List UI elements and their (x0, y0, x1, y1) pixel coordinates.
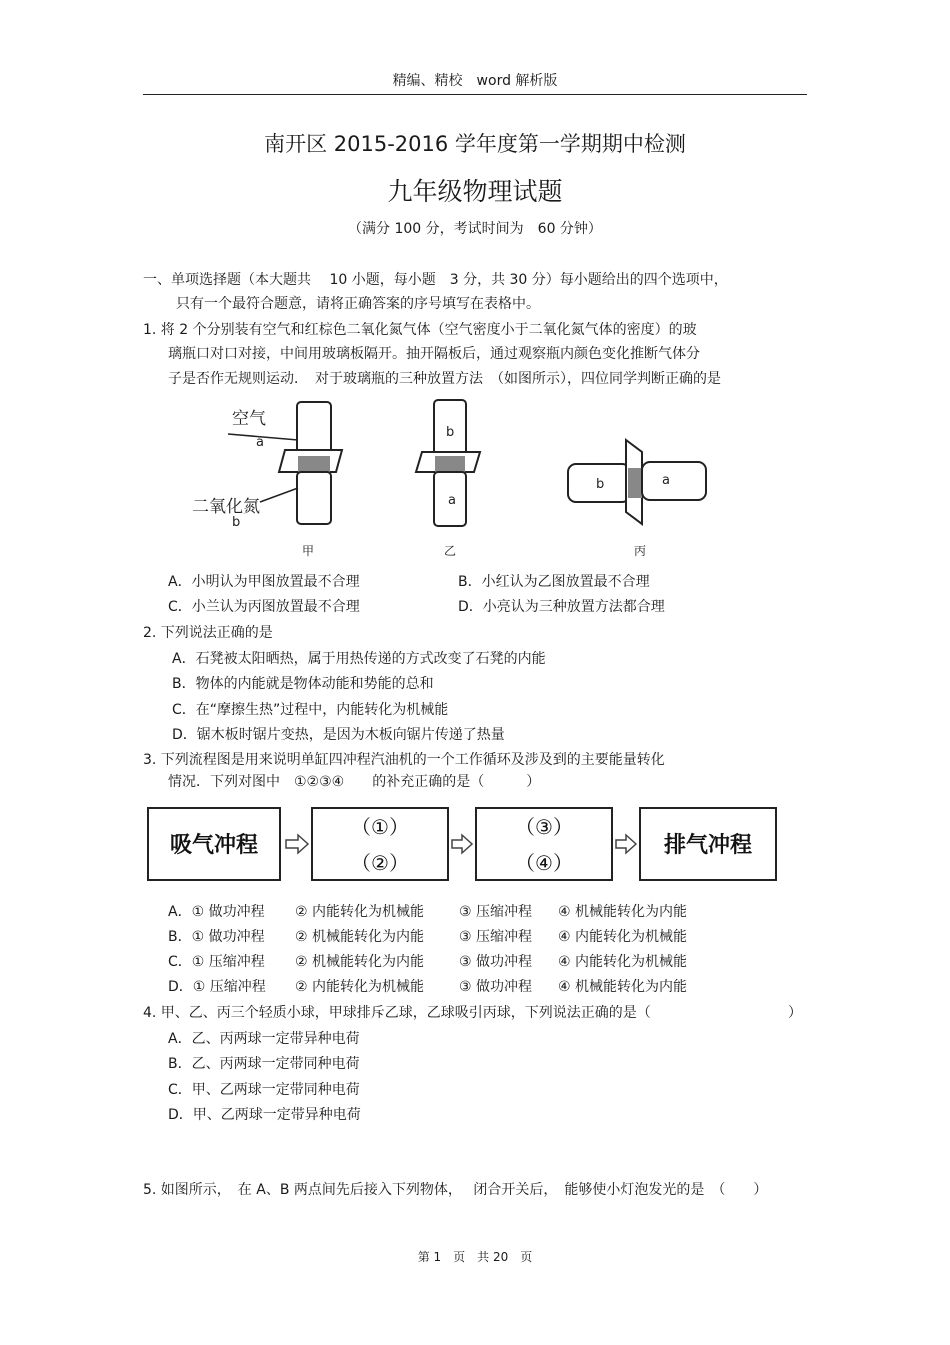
page-header: 精编、精校 word 解析版 (392, 73, 558, 89)
box3-top: （③） (515, 815, 573, 839)
arrow-3 (616, 835, 636, 853)
q2-stem: 2. 下列说法正确的是 (143, 625, 273, 641)
q3-d-1: D．① 压缩冲程 (168, 979, 266, 995)
q3-flowchart (140, 800, 780, 890)
q3-a-4: ④ 机械能转化为内能 (558, 904, 688, 920)
box2-bottom: （②） (351, 851, 409, 875)
caption-jia: 甲 (302, 544, 315, 558)
label-b: b (232, 515, 241, 530)
box-intake: 吸气冲程 (169, 833, 259, 858)
caption-bing: 丙 (634, 544, 647, 558)
q3-c-3: ③ 做功冲程 (459, 954, 533, 970)
exam-subtitle: 九年级物理试题 (387, 177, 563, 206)
q1-option-c: C．小兰认为丙图放置最不合理 (168, 599, 360, 615)
q3-b-3: ③ 压缩冲程 (459, 929, 533, 945)
q1-option-b: B．小红认为乙图放置最不合理 (458, 574, 650, 590)
q4-option-c: C．甲、乙两球一定带同种电荷 (168, 1082, 360, 1098)
q1-figure (190, 392, 730, 562)
page-footer: 第 1 页 共 20 页 (417, 1250, 533, 1264)
q3-stem-line1: 3. 下列流程图是用来说明单缸四冲程汽油机的一个工作循环及涉及到的主要能量转化 (143, 752, 665, 768)
flow-arrows (286, 835, 636, 853)
q2-option-c: C．在“摩擦生热”过程中，内能转化为机械能 (172, 702, 449, 718)
q4-option-a: A．乙、丙两球一定带异种电荷 (168, 1031, 360, 1047)
q3-stem-line2: 情况．下列对图中 ①②③④ 的补充正确的是（ ） (168, 774, 541, 790)
q5-stem: 5. 如图所示， 在 A、B 两点间先后接入下列物体， 闭合开关后， 能够使小灯泡发光的是 （ ） (143, 1182, 768, 1198)
q3-d-2: ② 内能转化为机械能 (295, 979, 425, 995)
section-heading-cont: 只有一个最符合题意，请将正确答案的序号填写在表格中。 (176, 296, 540, 312)
q4-stem-close: ） (788, 1005, 802, 1021)
q3-a-3: ③ 压缩冲程 (459, 904, 533, 920)
bing-right-label: a (662, 473, 670, 488)
q3-c-4: ④ 内能转化为机械能 (558, 954, 688, 970)
bing-left-label: b (596, 477, 605, 492)
q2-option-b: B．物体的内能就是物体动能和势能的总和 (172, 676, 434, 692)
caption-yi: 乙 (444, 544, 457, 558)
q3-b-4: ④ 内能转化为机械能 (558, 929, 688, 945)
header-rule (143, 94, 807, 95)
exam-info: （满分 100 分，考试时间为 60 分钟） (348, 221, 602, 237)
q4-option-b: B．乙、丙两球一定带同种电荷 (168, 1056, 360, 1072)
q1-option-a: A．小明认为甲图放置最不合理 (168, 574, 360, 590)
exam-title: 南开区 2015-2016 学年度第一学期期中检测 (264, 132, 686, 156)
q2-option-d: D．锯木板时锯片变热，是因为木板向锯片传递了热量 (172, 727, 505, 743)
yi-top-label: b (446, 425, 455, 440)
q1-option-d: D．小亮认为三种放置方法都合理 (458, 599, 665, 615)
q3-b-2: ② 机械能转化为内能 (295, 929, 425, 945)
box2-top: （①） (351, 815, 409, 839)
q1-stem-line2: 璃瓶口对口对接，中间用玻璃板隔开。抽开隔板后，通过观察瓶内颜色变化推断气体分 (168, 346, 700, 362)
q1-stem-line1: 1. 将 2 个分别装有空气和红棕色二氧化氮气体（空气密度小于二氧化氮气体的密度）的玻 (143, 322, 697, 338)
label-a: a (256, 435, 264, 450)
q4-stem: 4. 甲、乙、丙三个轻质小球，甲球排斥乙球，乙球吸引丙球，下列说法正确的是（ (143, 1005, 651, 1021)
q3-c-1: C．① 压缩冲程 (168, 954, 265, 970)
box3-bottom: （④） (515, 851, 573, 875)
q2-option-a: A．石凳被太阳晒热，属于用热传递的方式改变了石凳的内能 (172, 651, 546, 667)
q3-d-4: ④ 机械能转化为内能 (558, 979, 688, 995)
arrow-1 (286, 835, 308, 853)
q1-stem-line3: 子是否作无规则运动． 对于玻璃瓶的三种放置方法 （如图所示），四位同学判断正确的是 (168, 371, 721, 387)
yi-bottom-label: a (448, 493, 456, 508)
q3-a-2: ② 内能转化为机械能 (295, 904, 425, 920)
box-exhaust: 排气冲程 (663, 833, 753, 858)
q3-a-1: A．① 做功冲程 (168, 904, 265, 920)
label-air: 空气 (232, 409, 266, 429)
label-no2: 二氧化氮 (192, 497, 260, 517)
q3-d-3: ③ 做功冲程 (459, 979, 533, 995)
section-heading: 一、单项选择题（本大题共 10 小题，每小题 3 分，共 30 分）每小题给出的四个选项中， (143, 272, 728, 288)
q3-b-1: B．① 做功冲程 (168, 929, 265, 945)
figure-bing (568, 440, 706, 524)
q4-option-d: D．甲、乙两球一定带异种电荷 (168, 1107, 361, 1123)
q3-c-2: ② 机械能转化为内能 (295, 954, 425, 970)
arrow-2 (452, 835, 472, 853)
